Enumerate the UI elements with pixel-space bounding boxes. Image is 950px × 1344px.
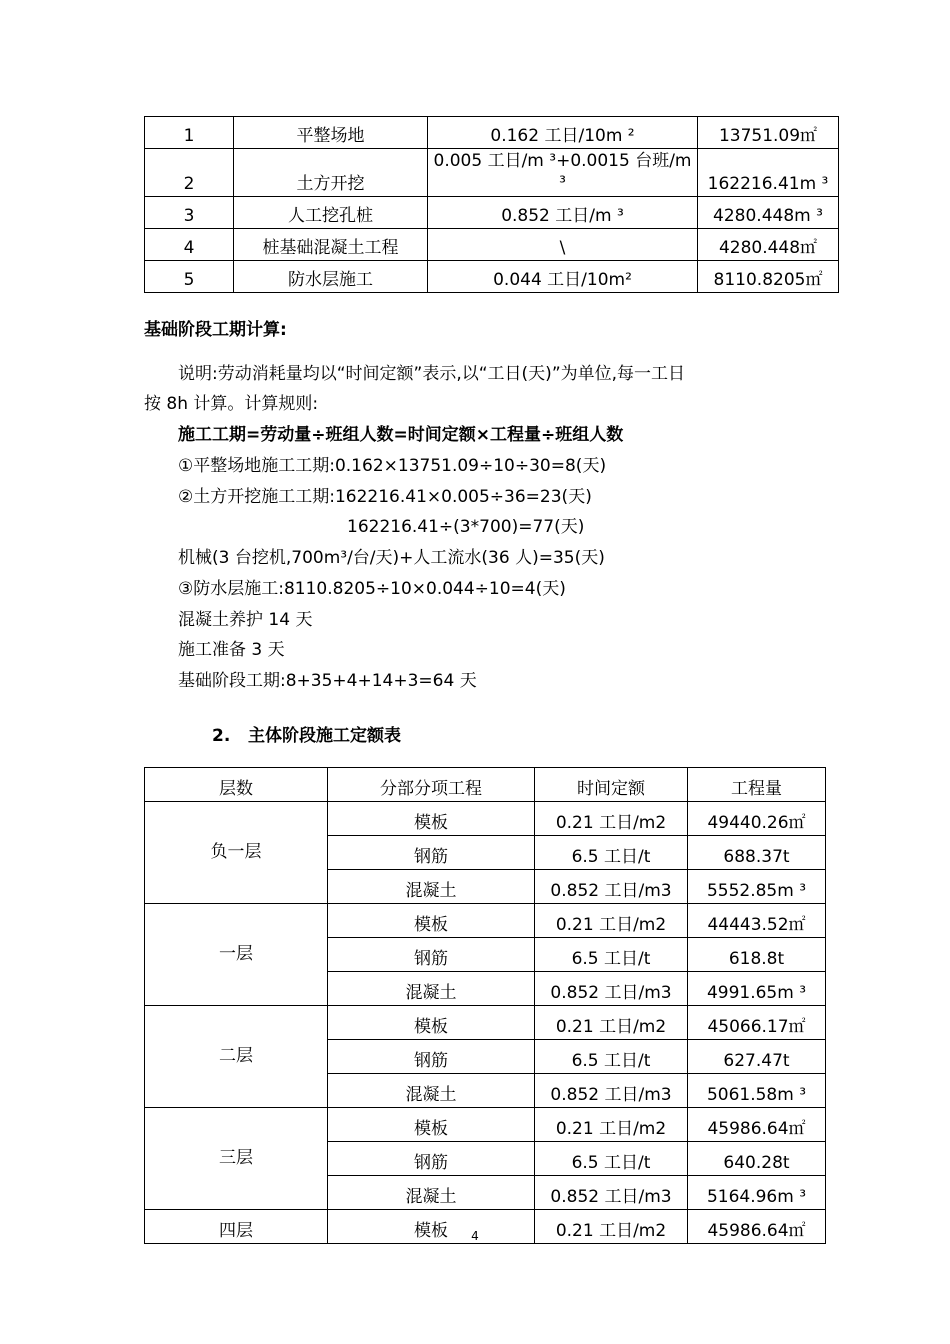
cell-rate: 0.852 工日/m3 (535, 1176, 688, 1210)
header-cell: 层数 (145, 768, 328, 802)
table-row (145, 117, 839, 149)
cell-rate: 6.5 工日/t (535, 938, 688, 972)
paragraph-line: 按 8h 计算。计算规则: (144, 394, 319, 414)
cell-item: 人工挖孔桩 (234, 197, 428, 229)
table-row (145, 1108, 826, 1142)
table-row (145, 802, 826, 836)
cell-qty: 4280.448㎡ (698, 229, 839, 261)
foundation-quota-table (144, 116, 839, 293)
cell-item: 钢筋 (328, 938, 535, 972)
table-row (145, 229, 839, 261)
cell-item: 防水层施工 (234, 261, 428, 293)
cell-item: 平整场地 (234, 117, 428, 149)
cell-rate: 0.21 工日/m2 (535, 1108, 688, 1142)
cell-qty: 45986.64㎡ (688, 1108, 826, 1142)
cell-rate: 0.044 工日/10m² (428, 261, 698, 293)
header-cell: 工程量 (688, 768, 826, 802)
cell-qty: 8110.8205㎡ (698, 261, 839, 293)
cell-item: 土方开挖 (234, 149, 428, 197)
cell-rate: 0.852 工日/m3 (535, 870, 688, 904)
cell-qty: 5061.58m ³ (688, 1074, 826, 1108)
floor-cell: 一层 (145, 904, 328, 1006)
calc-line: 混凝土养护 14 天 (178, 610, 313, 630)
table-row (145, 904, 826, 938)
calc-line: 162216.41÷(3*700)=77(天) (347, 517, 585, 537)
cell-item: 混凝土 (328, 1074, 535, 1108)
cell-no: 4 (145, 229, 234, 261)
calc-line: ③防水层施工:8110.8205÷10×0.044÷10=4(天) (178, 579, 566, 599)
cell-item: 模板 (328, 1006, 535, 1040)
paragraph-line: 说明:劳动消耗量均以“时间定额”表示,以“工日(天)”为单位,每一工日 (178, 364, 686, 384)
cell-rate: 6.5 工日/t (535, 836, 688, 870)
section-heading-2: 2. 主体阶段施工定额表 (212, 726, 402, 746)
formula-line: 施工工期=劳动量÷班组人数=时间定额×工程量÷班组人数 (178, 425, 624, 445)
table-row (145, 261, 839, 293)
calc-line: ①平整场地施工工期:0.162×13751.09÷10÷30=8(天) (178, 456, 607, 476)
cell-no: 5 (145, 261, 234, 293)
cell-qty: 640.28t (688, 1142, 826, 1176)
cell-qty: 618.8t (688, 938, 826, 972)
floor-cell: 三层 (145, 1108, 328, 1210)
cell-item: 钢筋 (328, 836, 535, 870)
cell-rate: 0.21 工日/m2 (535, 1210, 688, 1244)
calc-line: 施工准备 3 天 (178, 640, 285, 660)
header-row (145, 768, 826, 802)
cell-rate: 0.852 工日/m3 (535, 1074, 688, 1108)
page-number: 4 (471, 1229, 479, 1243)
calc-line: 基础阶段工期:8+35+4+14+3=64 天 (178, 671, 477, 691)
cell-rate: 0.852 工日/m ³ (428, 197, 698, 229)
cell-rate: 0.21 工日/m2 (535, 1006, 688, 1040)
cell-qty: 45066.17㎡ (688, 1006, 826, 1040)
cell-rate: 0.005 工日/m ³+0.0015 台班/m ³ (428, 149, 698, 197)
cell-qty: 45986.64㎡ (688, 1210, 826, 1244)
cell-item: 模板 (328, 1108, 535, 1142)
cell-qty: 4991.65m ³ (688, 972, 826, 1006)
cell-qty: 627.47t (688, 1040, 826, 1074)
cell-qty: 4280.448m ³ (698, 197, 839, 229)
cell-item: 模板 (328, 802, 535, 836)
cell-item: 混凝土 (328, 972, 535, 1006)
section-heading: 基础阶段工期计算: (144, 320, 287, 340)
cell-rate: 6.5 工日/t (535, 1142, 688, 1176)
cell-qty: 5552.85m ³ (688, 870, 826, 904)
cell-item: 模板 (328, 904, 535, 938)
cell-rate: 0.852 工日/m3 (535, 972, 688, 1006)
calc-line: ②土方开挖施工工期:162216.41×0.005÷36=23(天) (178, 487, 592, 507)
header-cell: 分部分项工程 (328, 768, 535, 802)
table-row (145, 197, 839, 229)
cell-item: 桩基础混凝土工程 (234, 229, 428, 261)
cell-item: 模板 (328, 1210, 535, 1244)
table-row (145, 1006, 826, 1040)
header-cell: 时间定额 (535, 768, 688, 802)
cell-qty: 13751.09㎡ (698, 117, 839, 149)
cell-item: 钢筋 (328, 1040, 535, 1074)
floor-cell: 负一层 (145, 802, 328, 904)
cell-rate: \ (428, 229, 698, 261)
cell-no: 2 (145, 149, 234, 197)
cell-rate: 0.21 工日/m2 (535, 904, 688, 938)
cell-item: 混凝土 (328, 870, 535, 904)
cell-item: 钢筋 (328, 1142, 535, 1176)
cell-item: 混凝土 (328, 1176, 535, 1210)
cell-rate: 0.21 工日/m2 (535, 802, 688, 836)
cell-no: 1 (145, 117, 234, 149)
floor-cell: 二层 (145, 1006, 328, 1108)
table-row (145, 149, 839, 197)
cell-qty: 162216.41m ³ (698, 149, 839, 197)
floor-cell: 四层 (145, 1210, 328, 1244)
cell-qty: 5164.96m ³ (688, 1176, 826, 1210)
main-stage-quota-table (144, 767, 826, 1244)
calc-line: 机械(3 台挖机,700m³/台/天)+人工流水(36 人)=35(天) (178, 548, 605, 568)
cell-qty: 688.37t (688, 836, 826, 870)
cell-qty: 49440.26㎡ (688, 802, 826, 836)
cell-rate: 0.162 工日/10m ² (428, 117, 698, 149)
cell-rate: 6.5 工日/t (535, 1040, 688, 1074)
cell-no: 3 (145, 197, 234, 229)
cell-qty: 44443.52㎡ (688, 904, 826, 938)
